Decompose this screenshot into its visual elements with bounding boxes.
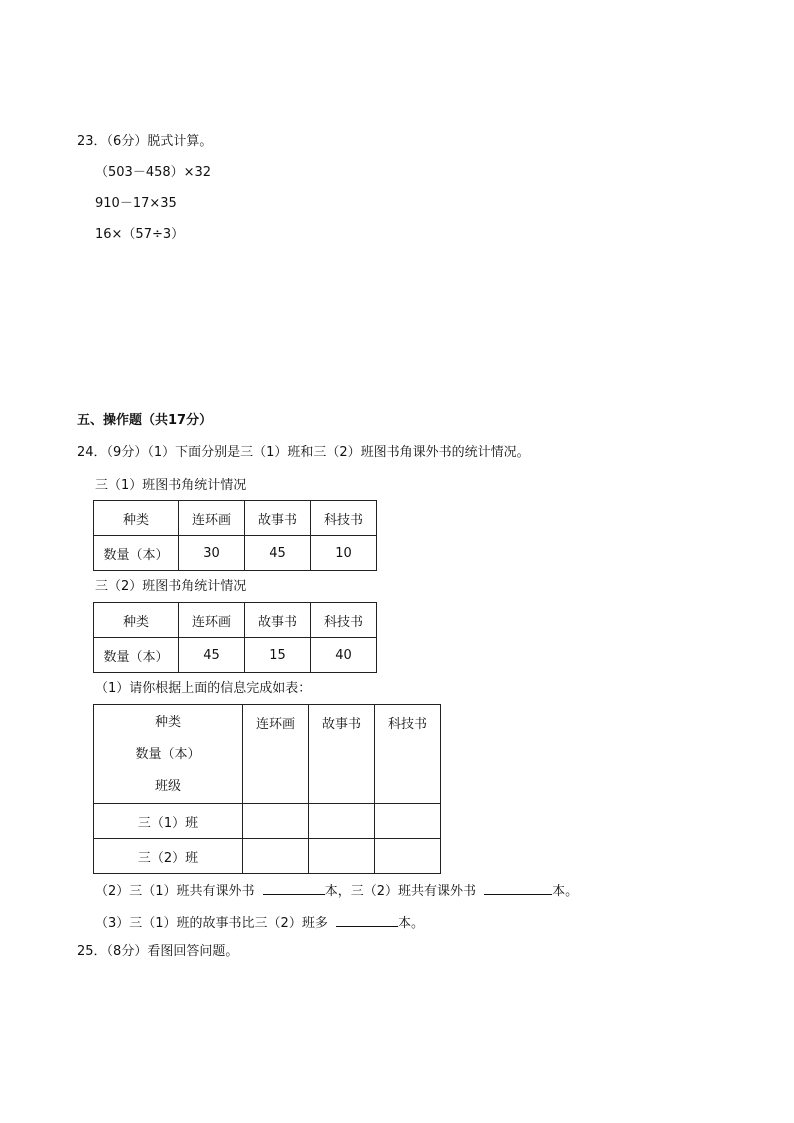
q24-sub2-text-1: （2）三（1）班共有课外书 [95,884,255,899]
table1-header-cell: 故事书 [245,501,311,536]
q24-sub3 [95,913,424,932]
table3-header-cell: 连环画 [243,705,309,804]
table3-header-cell: 故事书 [309,705,375,804]
table1-header-cell: 科技书 [311,501,377,536]
q24-sub1-instruction: （1）请你根据上面的信息完成如表： [95,681,312,696]
table3-diagonal-header [94,705,243,804]
answer-blank-story-difference[interactable] [336,913,398,927]
table1-header-cell: 种类 [94,501,179,536]
table2-row-label: 数量（本） [94,638,179,673]
q24-sub3-text-2: 本。 [397,916,424,931]
q23-item-1: （503－458）×32 [95,165,212,180]
table3-corner-class: 班级 [154,779,181,794]
table3-answer-cell[interactable] [375,804,441,839]
table2-cell: 45 [179,638,245,673]
table2-header-cell: 科技书 [311,603,377,638]
table3-answer-cell[interactable] [309,804,375,839]
answer-blank-class2-total[interactable] [484,881,552,895]
table2-class2-stats [93,602,377,673]
q24-title: 24．（9分）（1）下面分别是三（1）班和三（2）班图书角课外书的统计情况。 [77,445,530,460]
table1-row-label: 数量（本） [94,536,179,571]
table3-answer-cell[interactable] [243,839,309,874]
answer-blank-class1-total[interactable] [263,881,325,895]
table2-caption: 三（2）班图书角统计情况 [95,579,247,594]
table1-class1-stats [93,500,377,571]
table3-answer-cell[interactable] [309,839,375,874]
q23-item-3: 16×（57÷3） [95,227,185,242]
table2-header-cell: 种类 [94,603,179,638]
q25-title: 25．（8分）看图回答问题。 [77,944,239,959]
table1-header-cell: 连环画 [179,501,245,536]
table3-combined-answer [93,704,441,874]
table3-header-cell: 科技书 [375,705,441,804]
table3-corner-quantity: 数量（本） [135,747,201,762]
table3-row-label: 三（1）班 [94,804,243,839]
table3-corner-kind: 种类 [154,715,181,730]
table3-answer-cell[interactable] [375,839,441,874]
table2-cell: 40 [311,638,377,673]
q24-sub2-text-3: 本。 [552,884,579,899]
table2-cell: 15 [245,638,311,673]
table1-cell: 10 [311,536,377,571]
q24-sub3-text-1: （3）三（1）班的故事书比三（2）班多 [95,916,328,931]
table1-cell: 30 [179,536,245,571]
table2-header-cell: 连环画 [179,603,245,638]
table3-row-label: 三（2）班 [94,839,243,874]
section-5-title: 五、操作题（共17分） [77,413,213,428]
table2-header-cell: 故事书 [245,603,311,638]
q23-title: 23．（6分）脱式计算。 [77,134,213,149]
table3-answer-cell[interactable] [243,804,309,839]
q23-item-2: 910－17×35 [95,196,177,211]
q24-sub2 [95,881,578,900]
table1-cell: 45 [245,536,311,571]
table1-caption: 三（1）班图书角统计情况 [95,478,247,493]
q24-sub2-text-2: 本，三（2）班共有课外书 [324,884,476,899]
